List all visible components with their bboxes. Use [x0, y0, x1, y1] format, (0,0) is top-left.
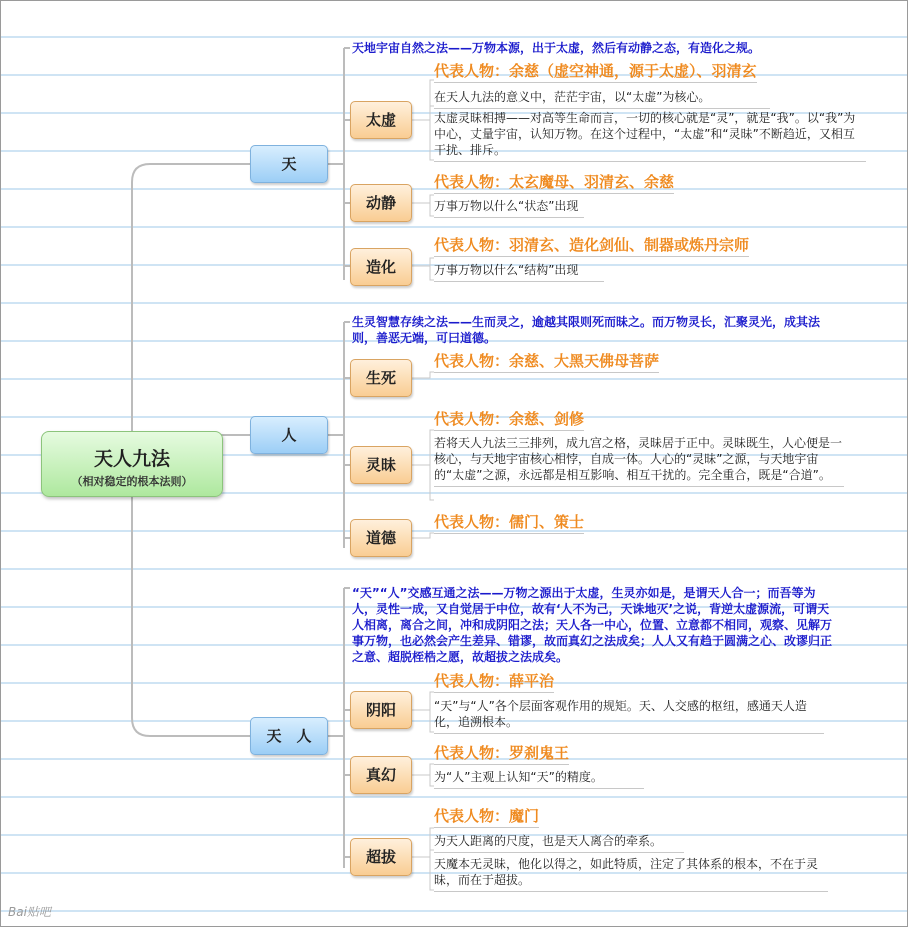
category-description-tian: 天地宇宙自然之法——万物本源，出于太虚，然后有动静之态，有造化之规。	[352, 41, 761, 55]
subnode-taixu[interactable]: 太虚	[350, 101, 412, 139]
category-description-ren: 生灵智慧存续之法——生而灵之，逾越其限则死而昧之。而万物灵长，汇聚灵光，成其法则，善恶无端，可曰道德。	[352, 315, 821, 345]
note-taixu-1: 在天人九法的意义中，茫茫宇宙，以“太虚”为核心。	[434, 89, 770, 109]
representative-yinyang: 代表人物：薛平治	[434, 672, 554, 693]
representative-dongjing: 代表人物：太玄魔母、羽清玄、余慈	[434, 173, 674, 194]
note-chaoba-2: 天魔本无灵昧，他化以得之，如此特质，注定了其体系的根本，不在于灵昧，而在于超拔。	[434, 856, 828, 892]
root-subtitle: （相对稳定的根本法则）	[71, 475, 193, 488]
note-taixu-2: 太虚灵昧相搏——对高等生命而言，一切的核心就是“灵”，就是“我”。以“我”为中心，丈量宇宙，认知万物。在这个过程中，“太虚”和“灵昧”不断趋近，又相互干扰、排斥。	[434, 110, 866, 162]
category-node-tianren[interactable]: 天 人	[250, 717, 328, 755]
subnode-dongjing[interactable]: 动静	[350, 184, 412, 222]
root-title: 天人九法	[93, 448, 170, 470]
representative-daode: 代表人物：儒门、策士	[434, 513, 584, 534]
representative-taixu: 代表人物：余慈（虚空神通，源于太虚）、羽清玄	[434, 62, 757, 83]
representative-lingmei: 代表人物：余慈、剑修	[434, 410, 584, 431]
representative-zaohua: 代表人物：羽清玄、造化剑仙、制器或炼丹宗师	[434, 236, 749, 257]
category-node-ren[interactable]: 人	[250, 416, 328, 454]
note-chaoba-1: 为天人距离的尺度，也是天人离合的牵系。	[434, 833, 684, 853]
subnode-zhenhuan[interactable]: 真幻	[350, 756, 412, 794]
subnode-shengsi[interactable]: 生死	[350, 359, 412, 397]
subnode-yinyang[interactable]: 阴阳	[350, 691, 412, 729]
note-dongjing: 万事万物以什么“状态”出现	[434, 198, 584, 218]
category-node-tian[interactable]: 天	[250, 145, 328, 183]
representative-shengsi: 代表人物：余慈、大黑天佛母菩萨	[434, 352, 659, 373]
subnode-zaohua[interactable]: 造化	[350, 248, 412, 286]
representative-zhenhuan: 代表人物：罗刹鬼王	[434, 744, 569, 765]
category-description-tianren: “天”“人”交感互通之法——万物之源出于太虚，生灵亦如是，是谓天人合一；而吾等为人，灵性一成，又自觉居于中位，故有‘人不为己，天诛地灭’之说，背逆太虚源流，可谓天人相离，离合之间，冲和成阴阳之法；天人各一中心，位置、立意都不相同，观察、见解万事万物，也必然会产生差异、错谬，故而真幻之法成矣；人人又有趋于圆满之心、改谬归正之意、超脱桎梏之愿，故超拔之法成矣。	[352, 586, 833, 664]
note-zhenhuan: 为“人”主观上认知“天”的精度。	[434, 769, 644, 789]
representative-chaoba: 代表人物：魔门	[434, 807, 539, 828]
note-zaohua: 万事万物以什么“结构”出现	[434, 262, 604, 282]
subnode-daode[interactable]: 道德	[350, 519, 412, 557]
subnode-chaoba[interactable]: 超拔	[350, 838, 412, 876]
watermark-logo: Bai贴吧	[8, 905, 51, 919]
note-lingmei: 若将天人九法三三排列，成九宫之格，灵昧居于正中。灵昧既生，人心便是一核心，与天地宇宙核心相悖，自成一体。人心的“灵昧”之源，与天地宇宙的“太虚”之源，永远都是相互影响、相互干扰的。完全重合，既是“合道”。	[434, 435, 844, 487]
subnode-lingmei[interactable]: 灵昧	[350, 446, 412, 484]
root-node[interactable]	[41, 431, 223, 497]
note-yinyang: “天”与“人”各个层面客观作用的规矩。天、人交感的枢纽，感通天人造化，追溯根本。	[434, 698, 824, 734]
